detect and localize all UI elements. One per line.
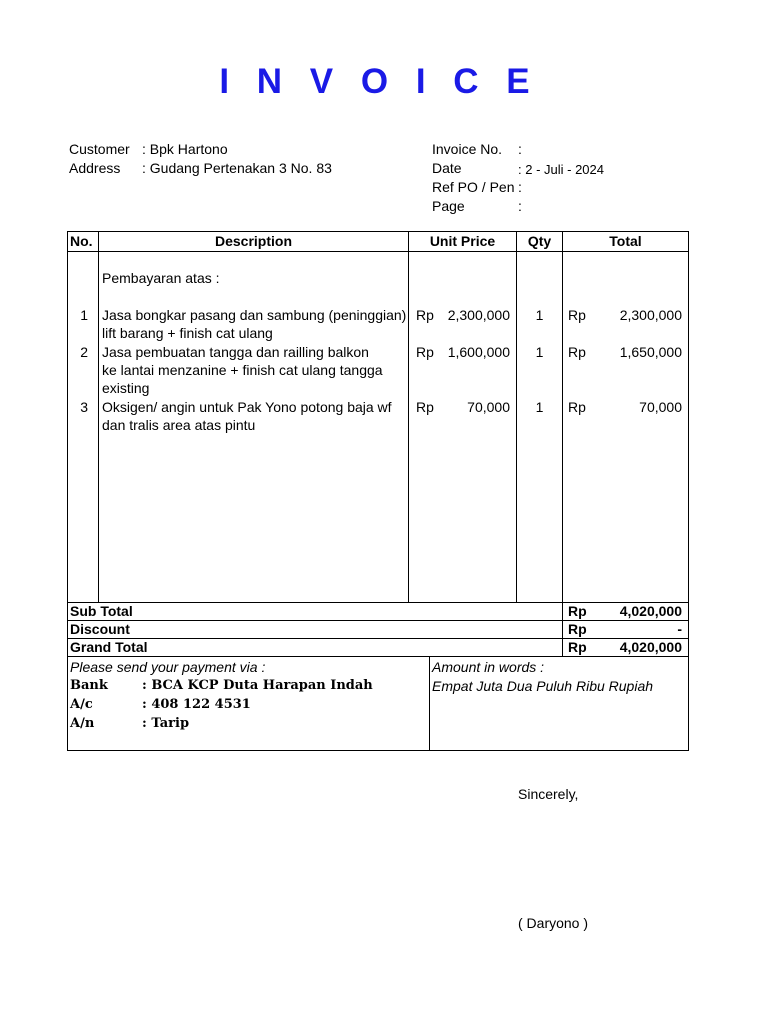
item-unit-price: 70,000 [467, 399, 510, 415]
discount-value: - [677, 621, 682, 637]
item-total: 70,000 [639, 399, 682, 415]
item-qty: 1 [535, 307, 544, 323]
grandtotal-divider [68, 656, 688, 657]
col-divider-price [516, 232, 517, 602]
discount-currency: Rp [568, 621, 587, 637]
item-description-line: ke lantai menzanine + finish cat ulang tangga [102, 362, 383, 378]
description-intro: Pembayaran atas : [102, 270, 220, 286]
ref-po-value: : [518, 179, 522, 195]
total-currency: Rp [568, 399, 586, 415]
subtotal-currency: Rp [568, 603, 587, 619]
bank-label: Bank [70, 678, 108, 693]
col-header-description: Description [214, 233, 292, 249]
col-header-qty: Qty [527, 233, 552, 249]
item-total: 1,650,000 [619, 344, 682, 360]
ref-po-label: Ref PO / Pen [432, 179, 515, 195]
account-label: A/c [70, 697, 93, 712]
amount-words-heading: Amount in words : [432, 659, 545, 675]
item-description-line: lift barang + finish cat ulang [102, 325, 273, 341]
item-description-line: dan tralis area atas pintu [102, 417, 256, 433]
item-description-line: Jasa pembuatan tangga dan railling balkon [102, 344, 369, 360]
item-description-line: Oksigen/ angin untuk Pak Yono potong baja wf [102, 399, 392, 415]
item-no: 1 [80, 307, 88, 323]
item-unit-price: 2,300,000 [447, 307, 510, 323]
item-no: 2 [80, 344, 88, 360]
col-header-unit-price: Unit Price [429, 233, 496, 249]
signatory-name: ( Daryono ) [518, 915, 589, 931]
total-currency: Rp [568, 307, 586, 323]
name-value: : Tarip [142, 716, 190, 731]
date-value: : 2 - Juli - 2024 [518, 162, 604, 177]
date-label: Date [432, 160, 462, 176]
col-header-total: Total [609, 233, 642, 249]
name-label: A/n [70, 716, 95, 731]
header-divider [68, 251, 688, 252]
subtotal-value: 4,020,000 [619, 603, 682, 619]
page-label: Page [432, 198, 465, 214]
col-header-no: No. [70, 233, 93, 249]
item-description-line: Jasa bongkar pasang dan sambung (peninggian) [102, 307, 407, 323]
total-currency: Rp [568, 344, 586, 360]
unit-price-currency: Rp [416, 399, 434, 415]
grandtotal-currency: Rp [568, 639, 587, 655]
discount-label: Discount [70, 621, 130, 637]
item-unit-price: 1,600,000 [447, 344, 510, 360]
payment-heading: Please send your payment via : [70, 659, 266, 675]
grandtotal-label: Grand Total [70, 639, 148, 655]
unit-price-currency: Rp [416, 307, 434, 323]
subtotal-label: Sub Total [70, 603, 133, 619]
address-value: : Gudang Pertenakan 3 No. 83 [142, 160, 332, 176]
item-total: 2,300,000 [619, 307, 682, 323]
invoice-no-value: : [518, 141, 522, 157]
address-label: Address [69, 160, 121, 176]
customer-value: : Bpk Hartono [142, 141, 228, 157]
col-divider-no [98, 232, 99, 602]
account-value: : 408 122 4531 [142, 697, 251, 712]
bank-value: : BCA KCP Duta Harapan Indah [142, 678, 373, 693]
invoice-no-label: Invoice No. [432, 141, 503, 157]
col-divider-qty [562, 232, 563, 656]
invoice-table [67, 231, 689, 751]
grandtotal-value: 4,020,000 [619, 639, 682, 655]
invoice-title: I N V O I C E [219, 62, 539, 101]
unit-price-currency: Rp [416, 344, 434, 360]
item-qty: 1 [535, 399, 544, 415]
col-divider-desc [408, 232, 409, 602]
item-qty: 1 [535, 344, 544, 360]
item-no: 3 [80, 399, 88, 415]
payment-divider [429, 656, 430, 750]
page-value: : [518, 198, 522, 214]
item-description-line: existing [102, 380, 150, 396]
closing-sincerely: Sincerely, [518, 786, 579, 802]
customer-label: Customer [69, 141, 130, 157]
amount-words-value: Empat Juta Dua Puluh Ribu Rupiah [432, 678, 654, 694]
